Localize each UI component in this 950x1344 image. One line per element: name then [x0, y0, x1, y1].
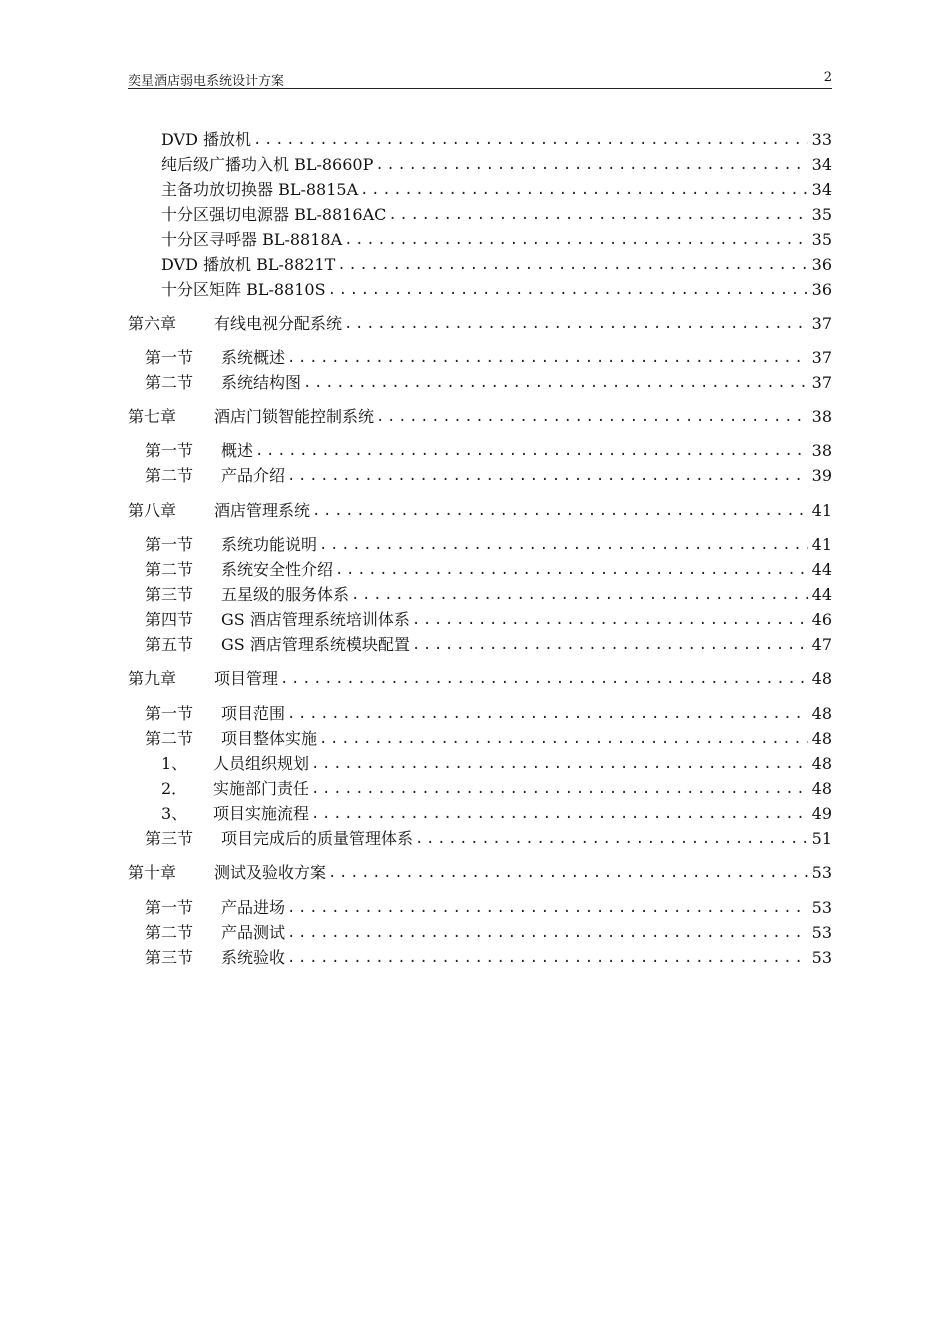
toc-entry-number: 第三节	[145, 585, 194, 604]
toc-entry	[145, 531, 832, 555]
toc-entry-number: 第八章	[128, 501, 177, 520]
toc-entry-page: 36	[811, 280, 832, 299]
toc-entry	[145, 581, 832, 605]
toc-entry-title: 有线电视分配系统	[214, 314, 343, 333]
toc-entry-number: 第二节	[145, 560, 194, 579]
toc-entry-number: 第四节	[145, 610, 194, 629]
toc-entry-page: 53	[811, 923, 832, 942]
dot-leader	[280, 669, 808, 689]
dot-leader	[287, 704, 808, 724]
toc-entry-number: 1、	[161, 754, 188, 773]
toc-entry-page: 48	[811, 754, 832, 773]
toc-entry-page: 41	[811, 501, 832, 520]
toc-entry-title: 项目范围	[221, 704, 286, 723]
toc-entry-page: 34	[811, 155, 832, 174]
toc-entry-page: 44	[811, 585, 832, 604]
toc-entry	[161, 276, 832, 300]
toc-entry-page: 37	[811, 314, 832, 333]
toc-entry-page: 48	[811, 704, 832, 723]
toc-entry-page: 44	[811, 560, 832, 579]
toc-entry	[128, 665, 832, 689]
toc-entry-title: 产品介绍	[221, 466, 286, 485]
toc-entry-page: 37	[811, 373, 832, 392]
dot-leader	[287, 348, 808, 368]
toc-entry-number: 第一节	[145, 535, 194, 554]
toc-entry	[145, 344, 832, 368]
toc-entry	[145, 700, 832, 724]
toc-entry-number: 第六章	[128, 314, 177, 333]
dot-leader	[319, 729, 808, 749]
toc-entry-title: GS 酒店管理系统培训体系	[221, 610, 410, 629]
toc-entry-title: 产品测试	[221, 923, 286, 942]
toc-entry-page: 53	[811, 948, 832, 967]
toc-entry	[145, 825, 832, 849]
toc-entry-number: 3、	[161, 804, 188, 823]
toc-entry-number: 第一节	[145, 348, 194, 367]
toc-entry	[161, 126, 832, 150]
toc-entry-title: 纯后级广播功入机 BL-8660P	[161, 155, 374, 174]
toc-entry-number: 第三节	[145, 948, 194, 967]
dot-leader	[253, 130, 808, 150]
dot-leader	[287, 948, 808, 968]
toc-entry	[128, 403, 832, 427]
toc-entry	[128, 310, 832, 334]
toc-entry-number: 第一节	[145, 441, 194, 460]
toc-entry	[145, 944, 832, 968]
dot-leader	[319, 535, 808, 555]
toc-entry-number: 第五节	[145, 635, 194, 654]
toc-entry-title: 测试及验收方案	[214, 863, 327, 882]
toc-entry-page: 37	[811, 348, 832, 367]
dot-leader	[335, 560, 808, 580]
toc-entry-title: 十分区矩阵 BL-8810S	[161, 280, 326, 299]
dot-leader	[388, 205, 808, 225]
toc-entry-number: 第七章	[128, 407, 177, 426]
dot-leader	[344, 314, 808, 334]
toc-entry-title: 系统概述	[221, 348, 286, 367]
dot-leader	[412, 635, 808, 655]
toc-entry	[161, 226, 832, 250]
toc-entry-title: 主备功放切换器 BL-8815A	[161, 180, 359, 199]
dot-leader	[287, 898, 808, 918]
toc-entry	[145, 631, 832, 655]
toc-entry	[128, 497, 832, 521]
table-of-contents	[128, 0, 832, 1344]
toc-entry-page: 53	[811, 863, 832, 882]
toc-entry	[145, 437, 832, 461]
toc-entry-title: 产品进场	[221, 898, 286, 917]
page-number: 2	[823, 70, 832, 85]
dot-leader	[311, 779, 808, 799]
toc-entry-title: 系统结构图	[221, 373, 302, 392]
toc-entry-page: 53	[811, 898, 832, 917]
toc-entry-number: 第二节	[145, 466, 194, 485]
dot-leader	[376, 407, 808, 427]
toc-entry-number: 第一节	[145, 704, 194, 723]
dot-leader	[415, 829, 808, 849]
toc-entry-title: 酒店管理系统	[214, 501, 311, 520]
toc-entry	[145, 462, 832, 486]
toc-entry	[145, 919, 832, 943]
document-title: 奕星酒店弱电系统设计方案	[128, 74, 285, 89]
toc-entry-title: 人员组织规划	[213, 754, 310, 773]
dot-leader	[311, 804, 808, 824]
toc-entry-page: 48	[811, 779, 832, 798]
toc-entry-number: 第二节	[145, 923, 194, 942]
toc-entry-page: 35	[811, 205, 832, 224]
toc-entry-title: 项目管理	[214, 669, 279, 688]
toc-entry-title: GS 酒店管理系统模块配置	[221, 635, 410, 654]
toc-entry	[161, 176, 832, 200]
toc-entry	[128, 859, 832, 883]
toc-entry-page: 39	[811, 466, 832, 485]
toc-entry-page: 46	[811, 610, 832, 629]
dot-leader	[287, 923, 808, 943]
toc-entry-page: 49	[811, 804, 832, 823]
toc-entry-number: 第二节	[145, 373, 194, 392]
dot-leader	[375, 155, 808, 175]
toc-entry-number: 2．	[161, 779, 188, 798]
toc-entry-page: 33	[811, 130, 832, 149]
toc-entry-title: 项目整体实施	[221, 729, 318, 748]
toc-entry	[161, 201, 832, 225]
toc-entry-number: 第九章	[128, 669, 177, 688]
dot-leader	[412, 610, 808, 630]
dot-leader	[312, 501, 808, 521]
toc-entry	[145, 894, 832, 918]
toc-entry-number: 第一节	[145, 898, 194, 917]
toc-entry	[161, 750, 832, 774]
toc-entry-title: 十分区强切电源器 BL-8816AC	[161, 205, 387, 224]
toc-entry-title: 酒店门锁智能控制系统	[214, 407, 375, 426]
toc-entry	[161, 775, 832, 799]
dot-leader	[360, 180, 808, 200]
toc-entry-page: 47	[811, 635, 832, 654]
dot-leader	[328, 863, 808, 883]
dot-leader	[351, 585, 808, 605]
toc-entry	[161, 800, 832, 824]
toc-entry-page: 38	[811, 441, 832, 460]
dot-leader	[344, 230, 808, 250]
toc-entry-title: 系统功能说明	[221, 535, 318, 554]
toc-entry-page: 51	[811, 829, 832, 848]
toc-entry-title: 系统验收	[221, 948, 286, 967]
toc-entry-number: 第三节	[145, 829, 194, 848]
dot-leader	[255, 441, 808, 461]
dot-leader	[311, 754, 808, 774]
toc-entry-title: 系统安全性介绍	[221, 560, 334, 579]
toc-entry-page: 35	[811, 230, 832, 249]
toc-entry-page: 48	[811, 729, 832, 748]
toc-entry	[145, 725, 832, 749]
toc-entry-title: 五星级的服务体系	[221, 585, 350, 604]
toc-entry-title: 十分区寻呼器 BL-8818A	[161, 230, 343, 249]
dot-leader	[303, 373, 808, 393]
toc-entry-title: 项目完成后的质量管理体系	[221, 829, 414, 848]
toc-entry-page: 38	[811, 407, 832, 426]
toc-entry-title: DVD 播放机 BL-8821T	[161, 255, 336, 274]
toc-entry-title: 概述	[221, 441, 254, 460]
toc-entry-title: DVD 播放机	[161, 130, 252, 149]
toc-entry-number: 第十章	[128, 863, 177, 882]
dot-leader	[328, 280, 808, 300]
toc-entry	[145, 369, 832, 393]
toc-entry	[161, 151, 832, 175]
dot-leader	[287, 466, 808, 486]
dot-leader	[337, 255, 808, 275]
toc-entry-page: 34	[811, 180, 832, 199]
toc-entry-page: 48	[811, 669, 832, 688]
toc-entry-title: 实施部门责任	[213, 779, 310, 798]
toc-entry	[145, 556, 832, 580]
toc-entry-title: 项目实施流程	[213, 804, 310, 823]
toc-entry	[161, 251, 832, 275]
toc-entry-page: 41	[811, 535, 832, 554]
toc-entry-page: 36	[811, 255, 832, 274]
toc-entry-number: 第二节	[145, 729, 194, 748]
toc-entry	[145, 606, 832, 630]
